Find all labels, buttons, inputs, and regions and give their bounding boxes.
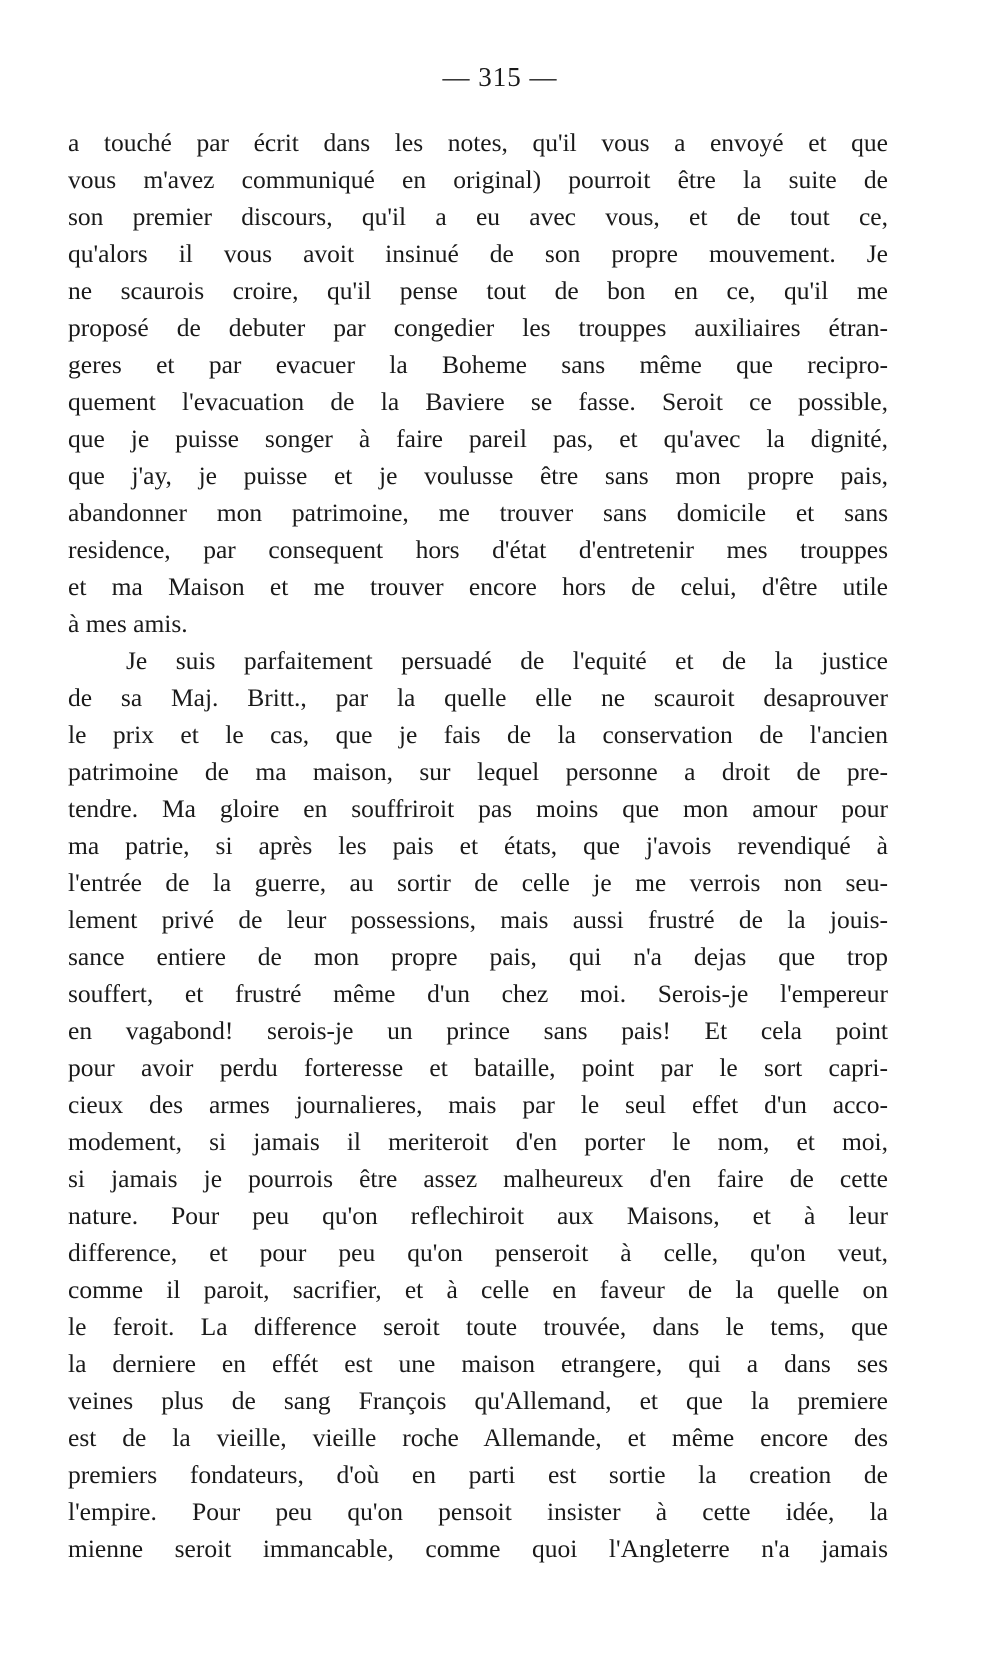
text-line: ne scaurois croire, qu'il pense tout de bon en ce, qu'il me — [68, 276, 888, 305]
text-line: veines plus de sang François qu'Allemand, et que la premiere — [68, 1386, 888, 1415]
text-line: nature. Pour peu qu'on reflechiroit aux Maisons, et à leur — [68, 1201, 888, 1230]
text-line: quement l'evacuation de la Baviere se fasse. Seroit ce possible, — [68, 387, 888, 416]
text-line: mienne seroit immancable, comme quoi l'Angleterre n'a jamais — [68, 1534, 888, 1563]
text-line: que j'ay, je puisse et je voulusse être sans mon propre pais, — [68, 461, 888, 490]
text-line: abandonner mon patrimoine, me trouver sans domicile et sans — [68, 498, 888, 527]
body-text — [68, 124, 888, 1567]
text-line: lement privé de leur possessions, mais aussi frustré de la jouis- — [68, 905, 888, 934]
text-line: l'empire. Pour peu qu'on pensoit insister à cette idée, la — [68, 1497, 888, 1526]
text-line: qu'alors il vous avoit insinué de son propre mouvement. Je — [68, 239, 888, 268]
text-line: en vagabond! serois-je un prince sans pais! Et cela point — [68, 1016, 888, 1045]
text-line: l'entrée de la guerre, au sortir de celle je me verrois non seu- — [68, 868, 888, 897]
text-line: pour avoir perdu forteresse et bataille, point par le sort capri- — [68, 1053, 888, 1082]
text-line: geres et par evacuer la Boheme sans même que recipro- — [68, 350, 888, 379]
text-line: premiers fondateurs, d'où en parti est sortie la creation de — [68, 1460, 888, 1489]
text-line: de sa Maj. Britt., par la quelle elle ne scauroit desaprouver — [68, 683, 888, 712]
text-line: à mes amis. — [68, 609, 188, 638]
text-line: Je suis parfaitement persuadé de l'equité et de la justice — [126, 646, 888, 675]
text-line: et ma Maison et me trouver encore hors de celui, d'être utile — [68, 572, 888, 601]
paragraph — [68, 124, 888, 642]
page-number: — 315 — — [442, 62, 558, 92]
text-line: si jamais je pourrois être assez malheureux d'en faire de cette — [68, 1164, 888, 1193]
text-line: son premier discours, qu'il a eu avec vous, et de tout ce, — [68, 202, 888, 231]
text-line: souffert, et frustré même d'un chez moi. Serois-je l'empereur — [68, 979, 888, 1008]
text-line: le prix et le cas, que je fais de la conservation de l'ancien — [68, 720, 888, 749]
text-line: modement, si jamais il meriteroit d'en porter le nom, et moi, — [68, 1127, 888, 1156]
text-line: la derniere en effét est une maison etrangere, qui a dans ses — [68, 1349, 888, 1378]
text-line: patrimoine de ma maison, sur lequel personne a droit de pre- — [68, 757, 888, 786]
text-line: que je puisse songer à faire pareil pas, et qu'avec la dignité, — [68, 424, 888, 453]
text-line: ma patrie, si après les pais et états, que j'avois revendiqué à — [68, 831, 888, 860]
text-line: a touché par écrit dans les notes, qu'il vous a envoyé et que — [68, 128, 888, 157]
text-line: le feroit. La difference seroit toute trouvée, dans le tems, que — [68, 1312, 888, 1341]
text-line: vous m'avez communiqué en original) pourroit être la suite de — [68, 165, 888, 194]
text-line: comme il paroit, sacrifier, et à celle en faveur de la quelle on — [68, 1275, 888, 1304]
text-line: cieux des armes journalieres, mais par le seul effet d'un acco- — [68, 1090, 888, 1119]
text-line: residence, par consequent hors d'état d'entretenir mes trouppes — [68, 535, 888, 564]
paragraph — [68, 642, 888, 1567]
text-line: difference, et pour peu qu'on penseroit à celle, qu'on veut, — [68, 1238, 888, 1267]
text-line: tendre. Ma gloire en souffriroit pas moins que mon amour pour — [68, 794, 888, 823]
text-line: sance entiere de mon propre pais, qui n'a dejas que trop — [68, 942, 888, 971]
text-line: est de la vieille, vieille roche Allemande, et même encore des — [68, 1423, 888, 1452]
text-line: proposé de debuter par congedier les trouppes auxiliaires étran- — [68, 313, 888, 342]
